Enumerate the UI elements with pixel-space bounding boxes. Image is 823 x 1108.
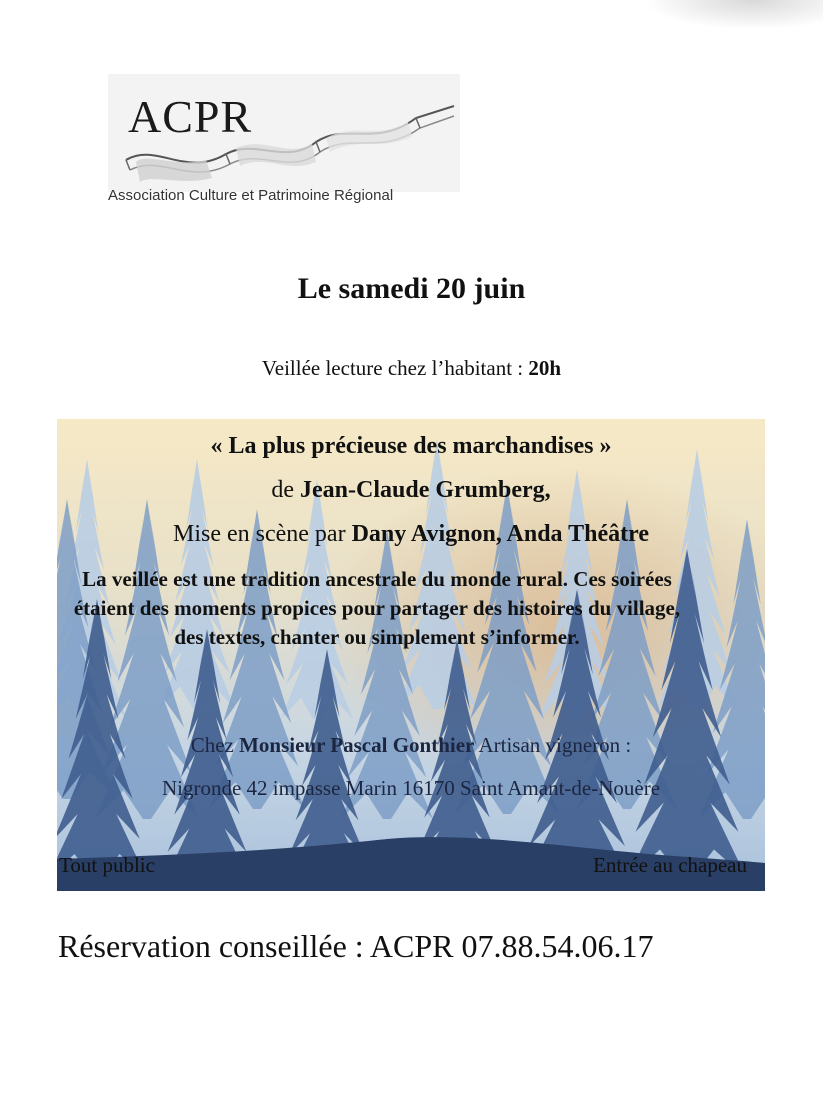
corner-shadow [643,0,823,30]
logo-title: ACPR [128,91,253,142]
acpr-logo [108,74,460,210]
host-name: Monsieur Pascal Gonthier [239,733,475,757]
play-title: « La plus précieuse des marchandises » [210,433,612,459]
author-prefix: de [271,477,300,503]
host-prefix: Chez [190,733,240,757]
host-role: Artisan vigneron : [474,733,632,757]
reservation-line: Réservation conseillée : ACPR 07.88.54.06.17 [58,928,654,964]
veillee-time: 20h [528,356,562,380]
date-heading: Le samedi 20 juin [297,272,526,305]
logo-subtitle: Association Culture et Patrimoine Régional [108,187,394,204]
veillee-line [0,356,823,381]
entry-label: Entrée au chapeau [593,853,747,877]
staging-names: Dany Avignon, Anda Théâtre [351,521,649,547]
event-description: La veillée est une tradition ancestrale du monde rural. Ces soirées étaient des moments propices pour partager des histoires du village, des textes, chanter ou simplement s’informer. [73,567,681,649]
host-line [57,733,765,758]
staging-line [57,521,765,548]
audience-label: Tout public [59,853,155,877]
event-address: Nigronde 42 impasse Marin 16170 Saint Amant-de-Nouère [161,776,661,800]
author-name: Jean-Claude Grumberg, [300,477,551,503]
event-poster [57,419,765,891]
staging-prefix: Mise en scène par [172,521,352,547]
play-author-line [57,477,765,504]
veillee-text: Veillée lecture chez l’habitant : [261,356,529,380]
